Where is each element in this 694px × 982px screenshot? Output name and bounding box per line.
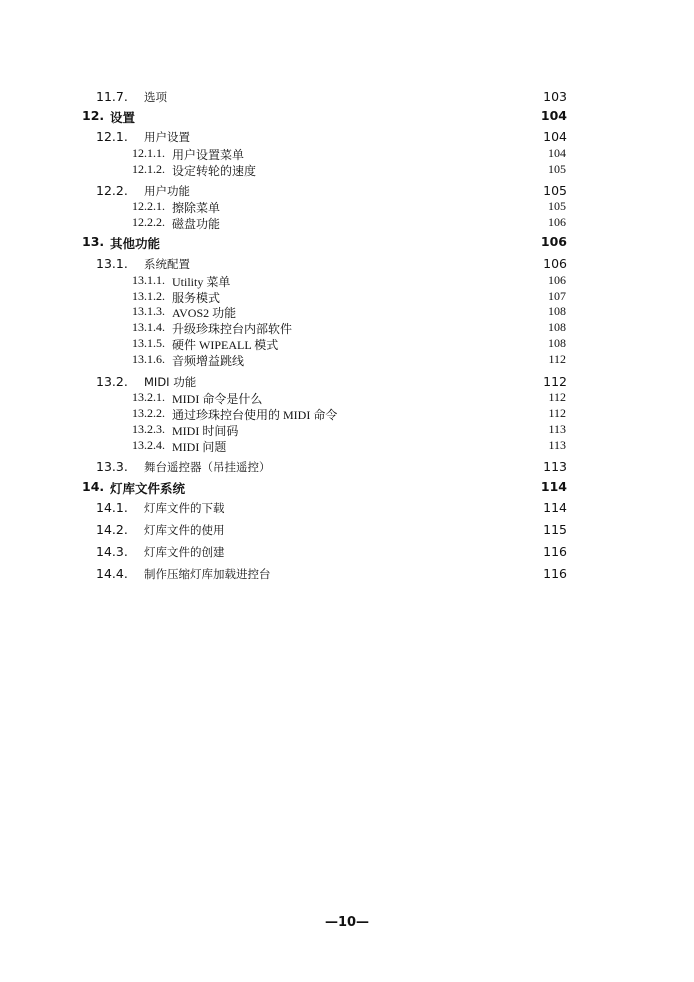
toc-entry-title: 升级珍珠控台内部软件 xyxy=(172,322,293,336)
toc-entry-title: 用户设置菜单 xyxy=(172,148,245,162)
toc-entry-title: 设置 xyxy=(110,110,136,125)
toc-entry-number: 13.1.6. xyxy=(132,352,165,366)
toc-entry-number: 12. xyxy=(82,108,105,123)
toc-entry-number: 13.2. xyxy=(96,374,128,389)
toc-entry-number: 13.2.4. xyxy=(132,438,165,452)
toc-entry-page: 112 xyxy=(543,374,567,389)
toc-entry-title: AVOS2 功能 xyxy=(172,306,237,320)
toc-entry-number: 13. xyxy=(82,234,105,249)
toc-entry-page: 106 xyxy=(548,273,566,287)
toc-entry-title: MIDI 时间码 xyxy=(172,424,239,438)
toc-entry-page: 112 xyxy=(548,390,566,404)
toc-entry-page: 106 xyxy=(543,256,567,271)
toc-entry-page: 103 xyxy=(543,89,567,104)
toc-entry-page: 104 xyxy=(540,108,567,123)
toc-entry-page: 108 xyxy=(548,320,566,334)
toc-entry-number: 13.1.1. xyxy=(132,273,165,287)
toc-entry-title: 擦除菜单 xyxy=(172,201,221,215)
page-number: —10— xyxy=(324,915,370,930)
toc-entry-number: 14.1. xyxy=(96,500,128,515)
toc-entry-page: 108 xyxy=(548,336,566,350)
toc-entry-page: 113 xyxy=(548,438,566,452)
toc-entry-number: 12.2. xyxy=(96,183,128,198)
toc-entry-number: 13.2.2. xyxy=(132,406,165,420)
toc-entry-page: 113 xyxy=(548,422,566,436)
toc-entry-number: 12.1.2. xyxy=(132,162,165,176)
toc-entry-title: 音频增益跳线 xyxy=(172,354,245,368)
toc-entry-number: 12.1.1. xyxy=(132,146,165,160)
toc-entry-title: Utility 菜单 xyxy=(172,275,231,289)
toc-entry-title: 选项 xyxy=(144,90,167,104)
toc-entry-title: 灯库文件系统 xyxy=(110,481,186,496)
toc-entry-page: 106 xyxy=(540,234,567,249)
toc-entry-page: 116 xyxy=(543,566,567,581)
toc-entry-number: 13.1.3. xyxy=(132,304,165,318)
toc-entry-number: 12.1. xyxy=(96,129,128,144)
toc-entry-number: 13.1. xyxy=(96,256,128,271)
toc-entry-title: 用户设置 xyxy=(144,130,190,144)
toc-entry-page: 104 xyxy=(548,146,566,160)
toc-entry-number: 12.2.2. xyxy=(132,215,165,229)
toc-entry-title: 硬件 WIPEALL 模式 xyxy=(172,338,279,352)
toc-entry-title: MIDI 功能 xyxy=(144,375,197,389)
toc-entry-title: 制作压缩灯库加载进控台 xyxy=(144,567,271,581)
toc-entry-number: 13.1.4. xyxy=(132,320,165,334)
toc-entry-number: 13.2.3. xyxy=(132,422,165,436)
toc-entry-title: 用户功能 xyxy=(144,184,190,198)
toc-entry-page: 106 xyxy=(548,215,566,229)
toc-entry-page: 115 xyxy=(543,522,567,537)
toc-entry-title: 舞台遥控器（吊挂遥控） xyxy=(144,460,271,474)
toc-entry-page: 105 xyxy=(543,183,567,198)
toc-entry-title: 设定转轮的速度 xyxy=(172,164,257,178)
toc-entry-page: 112 xyxy=(548,352,566,366)
toc-entry-number: 13.3. xyxy=(96,459,128,474)
toc-entry-title: MIDI 命令是什么 xyxy=(172,392,263,406)
toc-entry-number: 14. xyxy=(82,479,105,494)
toc-entry-page: 113 xyxy=(543,459,567,474)
toc-entry-number: 13.2.1. xyxy=(132,390,165,404)
toc-entry-number: 13.1.5. xyxy=(132,336,165,350)
toc-entry-page: 114 xyxy=(540,479,567,494)
toc-entry-title: 服务模式 xyxy=(172,291,221,305)
toc-entry-title: 其他功能 xyxy=(110,236,161,251)
toc-entry-number: 14.2. xyxy=(96,522,128,537)
toc-entry-number: 12.2.1. xyxy=(132,199,165,213)
toc-entry-title: 灯库文件的下载 xyxy=(144,501,225,515)
toc-entry-page: 112 xyxy=(548,406,566,420)
toc-entry-page: 114 xyxy=(543,500,567,515)
toc-entry-page: 107 xyxy=(548,289,566,303)
toc-entry-page: 108 xyxy=(548,304,566,318)
toc-entry-title: 通过珍珠控台使用的 MIDI 命令 xyxy=(172,408,338,422)
toc-entry-number: 14.4. xyxy=(96,566,128,581)
toc-entry-title: 系统配置 xyxy=(144,257,190,271)
toc-entry-page: 116 xyxy=(543,544,567,559)
toc-entry-number: 14.3. xyxy=(96,544,128,559)
toc-entry-number: 11.7. xyxy=(96,89,128,104)
toc-entry-title: 灯库文件的使用 xyxy=(144,523,225,537)
toc-entry-page: 104 xyxy=(543,129,567,144)
toc-entry-number: 13.1.2. xyxy=(132,289,165,303)
toc-entry-title: 磁盘功能 xyxy=(172,217,221,231)
toc-entry-title: MIDI 问题 xyxy=(172,440,227,454)
toc-entry-page: 105 xyxy=(548,199,566,213)
toc-entry-page: 105 xyxy=(548,162,566,176)
toc-entry-title: 灯库文件的创建 xyxy=(144,545,225,559)
